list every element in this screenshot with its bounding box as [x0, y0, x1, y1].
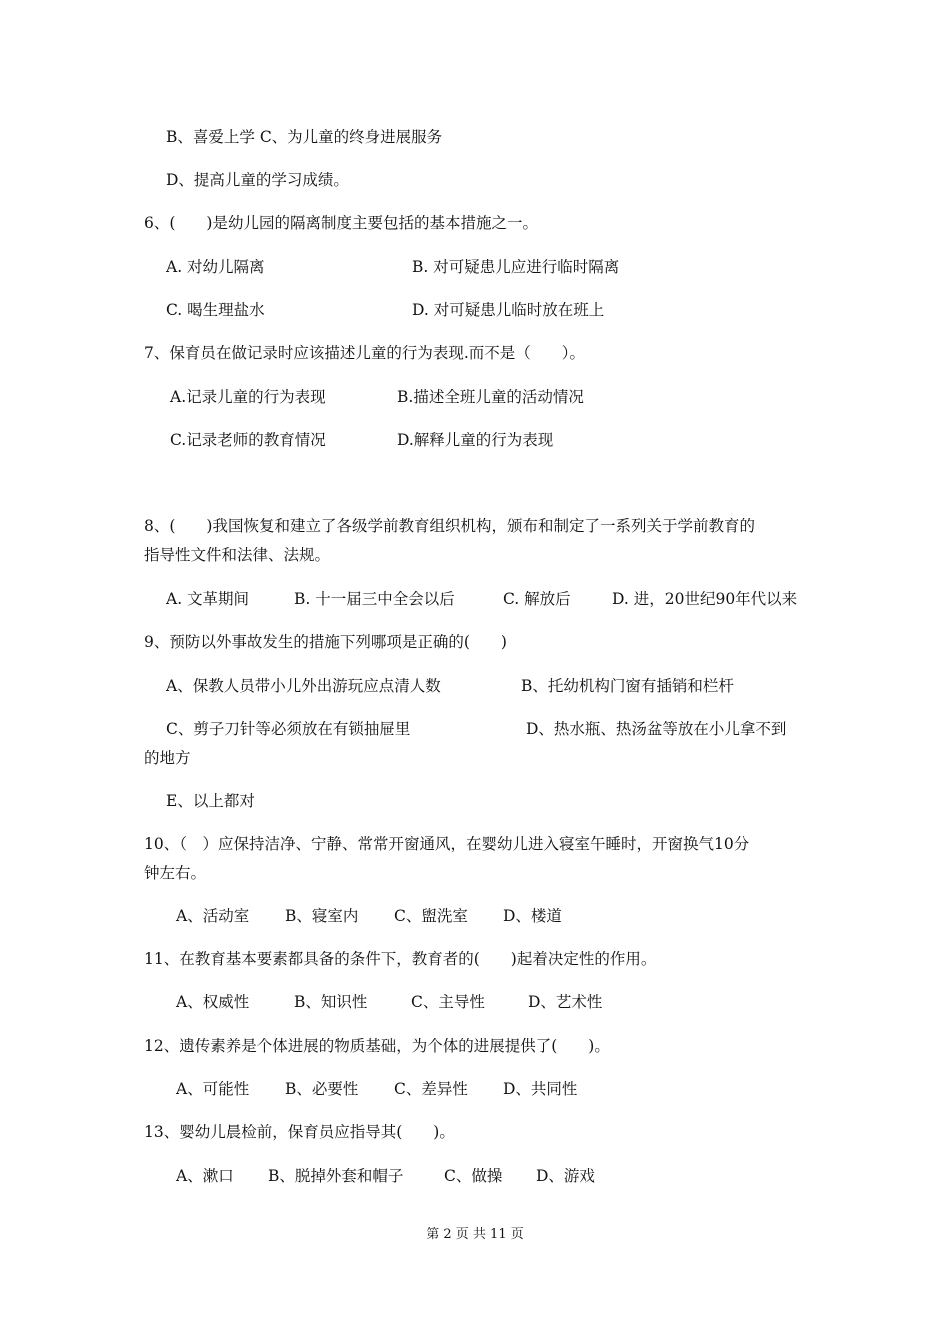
option-a: A. 文革期间 — [166, 590, 250, 608]
option-a: A、活动室 — [176, 907, 250, 925]
option-d: D.解释儿童的行为表现 — [397, 431, 554, 449]
question-13: 13、婴幼儿晨检前，保育员应指导其( )。 — [144, 1123, 455, 1141]
question-10-cont: 钟左右。 — [144, 864, 207, 882]
page-footer: 第 2 页 共 11 页 — [426, 1227, 524, 1242]
question-7: 7、保育员在做记录时应该描述儿童的行为表现.而不是（ ）。 — [144, 344, 586, 362]
option-c: C.记录老师的教育情况 — [170, 431, 326, 449]
option-c: C. 解放后 — [503, 590, 571, 608]
option-line: B、喜爱上学 C、为儿童的终身进展服务 — [166, 128, 443, 146]
question-6: 6、( )是幼儿园的隔离制度主要包括的基本措施之一。 — [144, 214, 538, 232]
option-b: B. 十一届三中全会以后 — [294, 590, 455, 608]
option-d: D、热水瓶、热汤盆等放在小儿拿不到 — [526, 720, 787, 738]
option-b: B、托幼机构门窗有插销和栏杆 — [521, 677, 734, 695]
option-a: A、漱口 — [176, 1167, 234, 1185]
option-b: B、必要性 — [285, 1080, 359, 1098]
question-11: 11、在教育基本要素都具备的条件下，教育者的( )起着决定性的作用。 — [144, 950, 657, 968]
option-c: C、盥洗室 — [394, 907, 468, 925]
option-a: A、保教人员带小儿外出游玩应点清人数 — [166, 677, 441, 695]
option-d: D、共同性 — [503, 1080, 578, 1098]
option-a: A. 对幼儿隔离 — [166, 258, 265, 276]
option-c: C、剪子刀针等必须放在有锁抽屉里 — [166, 720, 411, 738]
question-10: 10、（ ）应保持洁净、宁静、常常开窗通风，在婴幼儿进入寝室午睡时，开窗换气10分 — [144, 835, 750, 853]
option-d: D. 对可疑患儿临时放在班上 — [412, 301, 605, 319]
option-c: C、做操 — [444, 1167, 503, 1185]
option-c: C. 喝生理盐水 — [166, 301, 265, 319]
option-a: A、权威性 — [176, 993, 250, 1011]
option-b: B.描述全班儿童的活动情况 — [397, 388, 584, 406]
option-b: B、寝室内 — [285, 907, 359, 925]
option-line: D、提高儿童的学习成绩。 — [166, 171, 349, 189]
option-d: D. 进，20世纪90年代以来 — [612, 590, 798, 608]
question-8-cont: 指导性文件和法律、法规。 — [144, 546, 331, 564]
option-b: B、知识性 — [294, 993, 368, 1011]
option-d: D、艺术性 — [528, 993, 603, 1011]
option-c: C、差异性 — [394, 1080, 468, 1098]
option-c: C、主导性 — [411, 993, 485, 1011]
option-a: A、可能性 — [176, 1080, 250, 1098]
option-a: A.记录儿童的行为表现 — [170, 388, 326, 406]
option-d-cont: 的地方 — [144, 749, 191, 767]
option-b: B. 对可疑患儿应进行临时隔离 — [412, 258, 620, 276]
question-12: 12、遗传素养是个体进展的物质基础，为个体的进展提供了( )。 — [144, 1037, 610, 1055]
option-e: E、以上都对 — [166, 792, 255, 810]
option-d: D、楼道 — [503, 907, 562, 925]
question-9: 9、预防以外事故发生的措施下列哪项是正确的( ) — [144, 633, 507, 651]
option-b: B、脱掉外套和帽子 — [268, 1167, 404, 1185]
option-d: D、游戏 — [536, 1167, 595, 1185]
question-8: 8、( )我国恢复和建立了各级学前教育组织机构，颁布和制定了一系列关于学前教育的 — [144, 517, 755, 535]
